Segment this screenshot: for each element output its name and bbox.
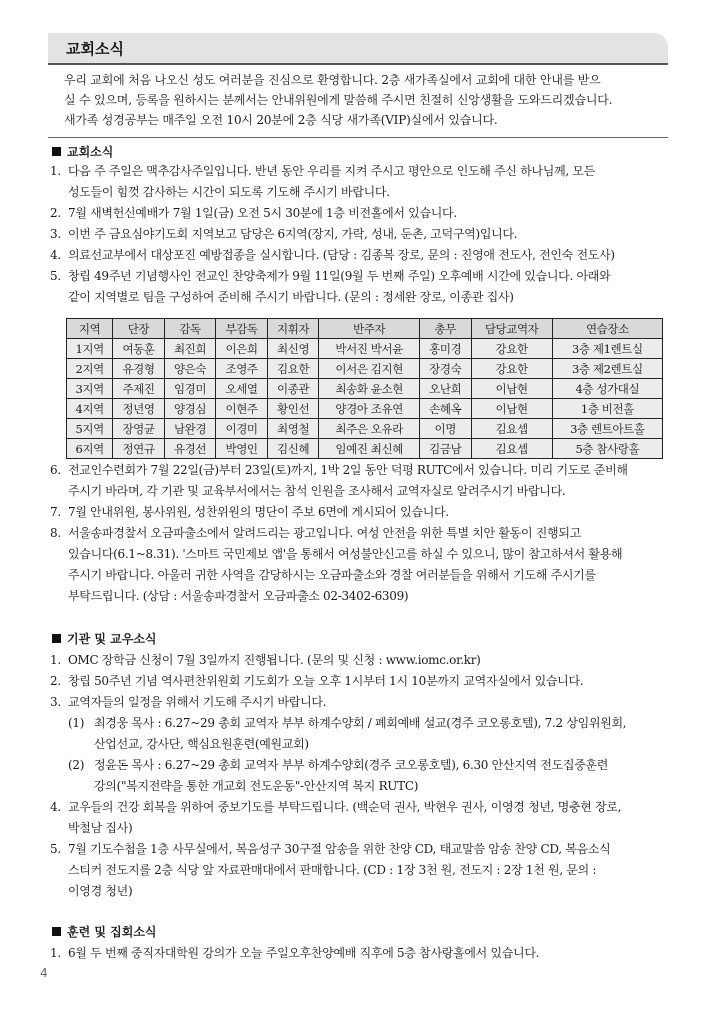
org-news-heading: 기관 및 교우소식 <box>52 630 157 647</box>
table-cell: 이서은 김지현 <box>319 359 420 379</box>
table-cell: 이종관 <box>267 379 319 399</box>
table-cell: 3층 제2렌트실 <box>552 359 662 379</box>
table-cell: 박서진 박서윤 <box>319 339 420 359</box>
table-cell: 이남현 <box>471 399 552 419</box>
column-header: 총무 <box>419 319 471 339</box>
table-cell: 최신영 <box>267 339 319 359</box>
table-cell: 강요한 <box>471 339 552 359</box>
table-cell: 장경숙 <box>419 359 471 379</box>
table-row <box>67 359 663 379</box>
table-cell: 2지역 <box>67 359 113 379</box>
table-cell: 양경아 조유연 <box>319 399 420 419</box>
list-item: 1. OMC 장학금 신청이 7월 3일까지 진행됩니다. (문의 및 신청 : www.iomc.or.kr) <box>50 653 481 667</box>
list-item: 2. 7월 새벽헌신예배가 7월 1일(금) 오전 5시 30분에 1층 비전홀에서 있습니다. <box>50 206 457 220</box>
column-header: 지휘자 <box>267 319 319 339</box>
table-row <box>67 339 663 359</box>
table-cell: 손혜옥 <box>419 399 471 419</box>
table-cell: 양은숙 <box>164 359 216 379</box>
table-cell: 여동훈 <box>113 339 165 359</box>
table-cell: 주제진 <box>113 379 165 399</box>
table-cell: 이현주 <box>216 399 268 419</box>
table-cell: 최진희 <box>164 339 216 359</box>
list-item: 5. 창립 49주년 기념행사인 전교인 찬양축제가 9월 11일(9월 두 번째 주일) 오후예배 시간에 있습니다. 아래와 같이 지역별로 팀을 구성하여 준비해 주시기 바랍니다. (문의 : 정세완 장로, 이종관 집사) <box>50 269 611 304</box>
table-cell: 유경선 <box>164 439 216 459</box>
table-cell: 4지역 <box>67 399 113 419</box>
list-item: 1. 다음 주 주일은 맥추감사주일입니다. 반년 동안 우리를 지켜 주시고 평안으로 인도해 주신 하나님께, 모든 성도들이 힘껏 감사하는 시간이 되도록 기도해 주시기 바랍니다. <box>50 164 595 199</box>
table-cell: 최송화 윤소현 <box>319 379 420 399</box>
list-item: 4. 교우들의 건강 회복을 위하여 중보기도를 부탁드립니다. (백순덕 권사, 박현우 권사, 이영경 청년, 명충현 장로, 박철남 집사) <box>50 800 622 835</box>
header-divider <box>48 63 668 65</box>
column-header: 단장 <box>113 319 165 339</box>
list-item: 3. 교역자들의 일정을 위해서 기도해 주시기 바랍니다. (1) 최경웅 목사 : 6.27~29 총회 교역자 부부 하계수양회 / 폐회예배 설교(경주 코오롱호텔), 7.2 상임위원회, 산업선교, 강사단, 핵심요원훈련(예원교회) (2) 정윤돈 목사 : 6.27~29 총회 교역자 부부 하계수양회(경주 코오롱호텔), 6.30 안산지역 전도집중훈련 강의("복지전략을 통한 개교회 전도운동"-안산지역 복지 RUTC) <box>50 692 670 797</box>
table-cell: 1층 비전홀 <box>552 399 662 419</box>
table-cell: 정연규 <box>113 439 165 459</box>
table-cell: 김금남 <box>419 439 471 459</box>
table-cell: 1지역 <box>67 339 113 359</box>
table-cell: 박영인 <box>216 439 268 459</box>
table-cell: 이은희 <box>216 339 268 359</box>
column-header: 반주자 <box>319 319 420 339</box>
square-bullet-icon <box>52 927 61 936</box>
welcome-line: 우리 교회에 처음 나오신 성도 여러분을 진심으로 환영합니다. 2층 새가족실에서 교회에 대한 안내를 받으 <box>64 73 601 87</box>
table-row <box>67 439 663 459</box>
table-cell: 정년영 <box>113 399 165 419</box>
welcome-divider <box>48 137 668 138</box>
table-cell: 김요셉 <box>471 439 552 459</box>
table-cell: 이남현 <box>471 379 552 399</box>
table-cell: 조영주 <box>216 359 268 379</box>
table-cell: 오난희 <box>419 379 471 399</box>
church-news-list-continued <box>50 460 670 607</box>
list-item: 4. 의료선교부에서 대상포진 예방접종을 실시합니다. (담당 : 김종복 장로, 문의 : 진영애 전도사, 전인숙 전도사) <box>50 248 615 262</box>
list-item: 8. 서울송파경찰서 오금파출소에서 알려드리는 광고입니다. 여성 안전을 위한 특별 치안 활동이 진행되고 있습니다(6.1~8.31). '스마트 국민제보 앱'을 통해서 여성불안신고를 하실 수 있으니, 많이 참고하셔서 활용해 주시기 바랍니다. 아울러 귀한 사역을 감당하시는 오금파출소와 경찰 여러분들을 위해서 기도해 주시기를 부탁드립니다. (상담 : 서울송파경찰서 오금파출소 02-3402-6309) <box>50 526 623 603</box>
sub-list-item: (1) 최경웅 목사 : 6.27~29 총회 교역자 부부 하계수양회 / 폐회예배 설교(경주 코오롱호텔), 7.2 상임위원회, 산업선교, 강사단, 핵심요원훈련(예원교회) <box>68 716 627 751</box>
table-cell: 김신혜 <box>267 439 319 459</box>
table-cell: 6지역 <box>67 439 113 459</box>
list-item: 3. 이번 주 금요심야기도회 지역보고 담당은 6지역(장지, 가락, 성내, 둔촌, 고덕구역)입니다. <box>50 227 518 241</box>
list-item: 1. 6월 두 번째 중직자대학원 강의가 오늘 주일오후찬양예배 직후에 5층 참사랑홀에서 있습니다. <box>50 946 540 960</box>
page-number: 4 <box>40 966 48 980</box>
table-cell: 5층 참사랑홀 <box>552 439 662 459</box>
table-cell: 3지역 <box>67 379 113 399</box>
table-cell: 남완경 <box>164 419 216 439</box>
table-header-row <box>67 319 663 339</box>
table-cell: 홍미경 <box>419 339 471 359</box>
table-row <box>67 379 663 399</box>
welcome-line: 새가족 성경공부는 매주일 오전 10시 20분에 2층 식당 새가족(VIP)실에서 있습니다. <box>64 113 498 127</box>
list-item: 2. 창립 50주년 기념 역사편찬위원회 기도회가 오늘 오후 1시부터 1시 10분까지 교역자실에서 있습니다. <box>50 674 584 688</box>
column-header: 부감독 <box>216 319 268 339</box>
table-cell: 장영균 <box>113 419 165 439</box>
table-cell: 5지역 <box>67 419 113 439</box>
table-cell: 양경심 <box>164 399 216 419</box>
table-cell: 황인선 <box>267 399 319 419</box>
list-item: 6. 전교인수련회가 7월 22일(금)부터 23일(토)까지, 1박 2일 동안 덕평 RUTC에서 있습니다. 미리 기도로 준비해 주시기 바라며, 각 기관 및 교육부서에서는 참석 인원을 조사해서 교역자실로 알려주시기 바랍니다. <box>50 463 628 498</box>
section-header-bar <box>48 33 668 63</box>
column-header: 감독 <box>164 319 216 339</box>
table-cell: 김요한 <box>267 359 319 379</box>
table-row <box>67 399 663 419</box>
square-bullet-icon <box>52 634 61 643</box>
table-cell: 3층 제1렌트실 <box>552 339 662 359</box>
table-cell: 오세열 <box>216 379 268 399</box>
table-cell: 이명 <box>419 419 471 439</box>
list-item: 5. 7월 기도수첩을 1층 사무실에서, 복음성구 30구절 암송을 위한 찬양 CD, 태교말씀 암송 찬양 CD, 복음소식 스티커 전도지를 2층 식당 앞 자료판매대에서 판매합니다. (CD : 1장 3천 원, 전도지 : 2장 1천 원, 문의 : 이영경 청년) <box>50 842 611 898</box>
choir-team-table <box>66 318 663 459</box>
sub-list-item: (2) 정윤돈 목사 : 6.27~29 총회 교역자 부부 하계수양회(경주 코오롱호텔), 6.30 안산지역 전도집중훈련 강의("복지전략을 통한 개교회 전도운동"-안산지역 복지 RUTC) <box>68 758 609 793</box>
church-news-list <box>50 161 670 308</box>
church-news-heading: 교회소식 <box>52 143 113 160</box>
table-row <box>67 419 663 439</box>
table-cell: 유경형 <box>113 359 165 379</box>
table-cell: 임예진 최신혜 <box>319 439 420 459</box>
column-header: 담당교역자 <box>471 319 552 339</box>
column-header: 지역 <box>67 319 113 339</box>
training-news-list <box>50 943 670 964</box>
table-cell: 김요셉 <box>471 419 552 439</box>
square-bullet-icon <box>52 147 61 156</box>
training-news-heading: 훈련 및 집회소식 <box>52 923 157 940</box>
table-cell: 3층 렌트아트홀 <box>552 419 662 439</box>
list-item: 7. 7월 안내위원, 봉사위원, 성찬위원의 명단이 주보 6면에 게시되어 있습니다. <box>50 505 449 519</box>
table-cell: 최영철 <box>267 419 319 439</box>
page-title: 교회소식 <box>66 40 124 58</box>
column-header: 연습장소 <box>552 319 662 339</box>
table-cell: 4층 성가대실 <box>552 379 662 399</box>
welcome-line: 실 수 있으며, 등록을 원하시는 분께서는 안내위원에게 말씀해 주시면 친절히 신앙생활을 도와드리겠습니다. <box>64 93 613 107</box>
table-cell: 임경미 <box>164 379 216 399</box>
table-cell: 강요한 <box>471 359 552 379</box>
org-news-list <box>50 650 670 902</box>
table-cell: 이경미 <box>216 419 268 439</box>
welcome-message <box>64 70 664 130</box>
table-cell: 최주은 오유라 <box>319 419 420 439</box>
